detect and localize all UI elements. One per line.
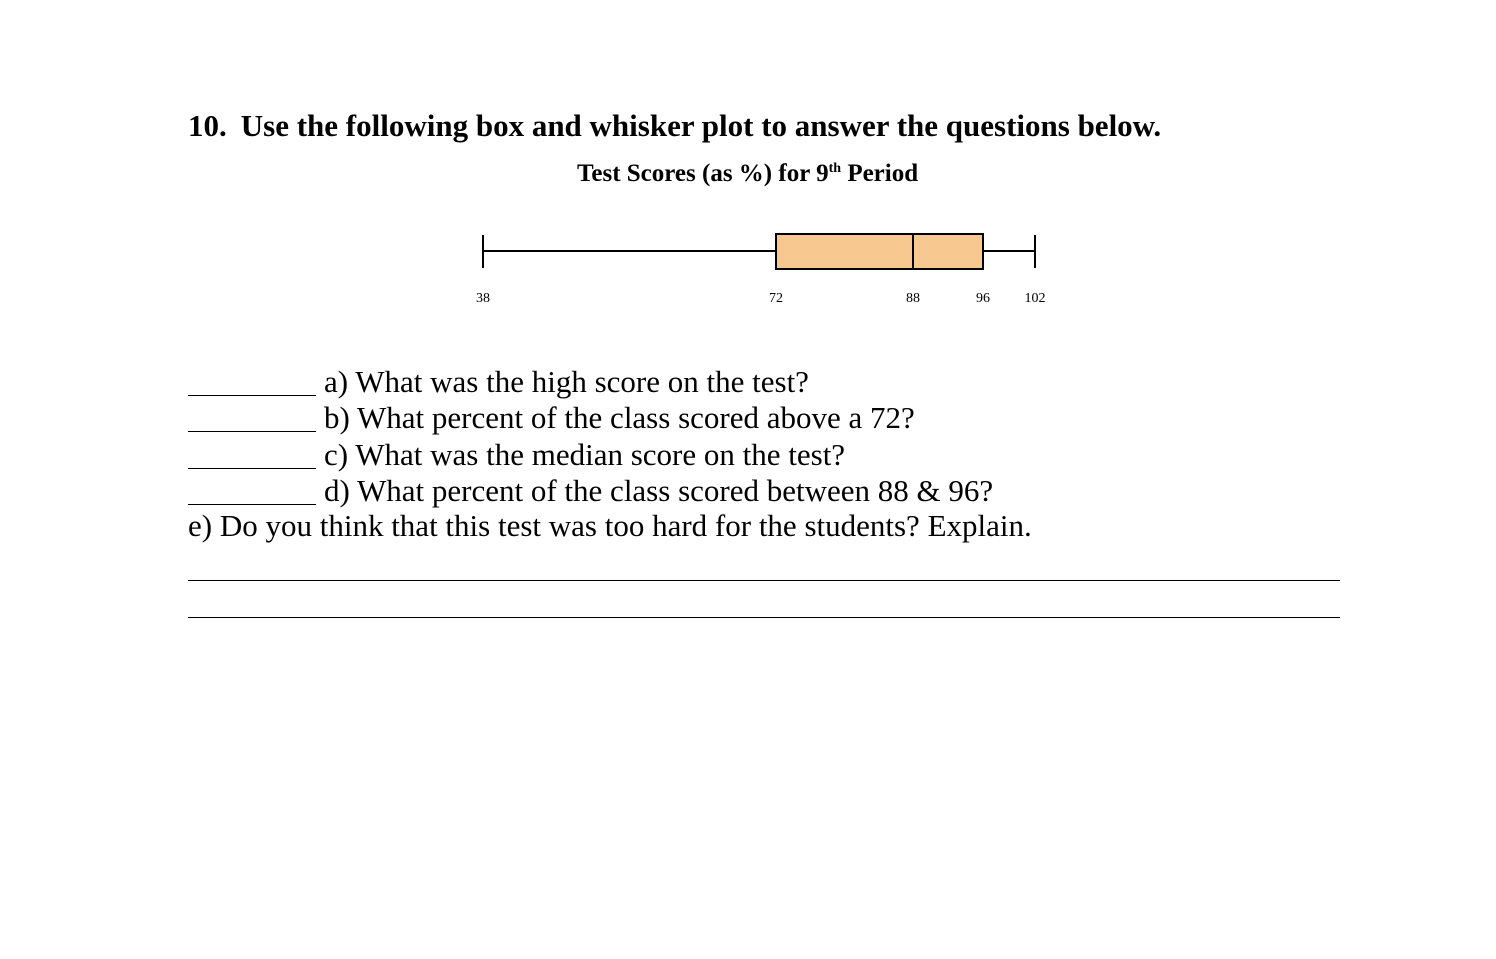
chart-title-main: Test Scores (as %) for 9 bbox=[577, 160, 829, 187]
answer-blank-b[interactable] bbox=[188, 403, 316, 432]
tick-label-q1: 72 bbox=[769, 291, 783, 306]
tick-label-min: 38 bbox=[476, 291, 490, 306]
tick-label-max: 102 bbox=[1024, 291, 1046, 306]
answer-blank-d[interactable] bbox=[188, 476, 316, 505]
tick-label-q3: 96 bbox=[976, 291, 990, 306]
chart-title-suffix: Period bbox=[847, 160, 919, 187]
question-c bbox=[188, 437, 845, 473]
question-b-text: b) What percent of the class scored above a 72? bbox=[324, 400, 915, 435]
box-plot bbox=[0, 0, 1496, 340]
explanation-line-2[interactable] bbox=[188, 617, 1340, 618]
question-d-text: d) What percent of the class scored between 88 & 96? bbox=[324, 473, 994, 508]
question-a-text: a) What was the high score on the test? bbox=[324, 364, 809, 399]
question-e: e) Do you think that this test was too hard for the students? Explain. bbox=[188, 508, 1032, 543]
question-text: Use the following box and whisker plot to answer the questions below. bbox=[240, 108, 1162, 143]
iqr-box bbox=[776, 234, 983, 269]
question-number: 10. bbox=[188, 108, 227, 143]
explanation-line-1[interactable] bbox=[188, 580, 1340, 581]
question-d bbox=[188, 473, 993, 509]
question-a bbox=[188, 364, 809, 400]
tick-label-median: 88 bbox=[906, 291, 920, 306]
question-c-text: c) What was the median score on the test? bbox=[324, 437, 846, 472]
chart-title-superscript: th bbox=[828, 161, 842, 176]
answer-blank-a[interactable] bbox=[188, 367, 316, 396]
question-b bbox=[188, 400, 915, 436]
answer-blank-c[interactable] bbox=[188, 440, 316, 469]
